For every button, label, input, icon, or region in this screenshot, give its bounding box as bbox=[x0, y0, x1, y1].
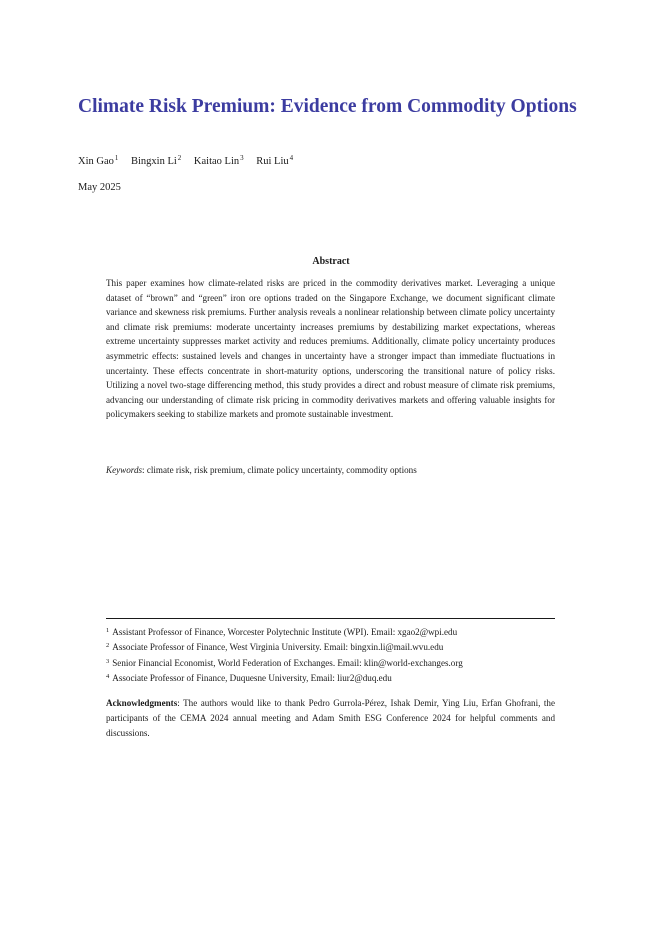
footnote-mark: 3 bbox=[106, 657, 110, 665]
footnote-text: Associate Professor of Finance, Duquesne University, Email: liur2@duq.edu bbox=[112, 672, 392, 683]
publication-date: May 2025 bbox=[78, 182, 121, 193]
footnote-text: Associate Professor of Finance, West Virginia University. Email: bingxin.li@mail.wvu.edu bbox=[112, 642, 444, 653]
author bbox=[256, 154, 293, 167]
footnote-mark: 4 bbox=[106, 672, 110, 680]
footnote bbox=[106, 670, 555, 685]
author-name: Kaitao Lin bbox=[193, 156, 240, 167]
author bbox=[131, 154, 181, 167]
keywords bbox=[106, 465, 555, 475]
paper-title: Climate Risk Premium: Evidence from Commodity Options bbox=[78, 96, 577, 117]
abstract-heading: Abstract bbox=[312, 256, 350, 267]
keywords-label: Keywords bbox=[106, 465, 143, 475]
footnote-mark: 2 bbox=[106, 642, 110, 650]
author bbox=[194, 154, 244, 167]
footnote-text: Senior Financial Economist, World Federation of Exchanges. Email: klin@world-exchanges.org bbox=[112, 657, 463, 668]
author-list bbox=[78, 154, 303, 167]
author-name: Bingxin Li bbox=[131, 156, 177, 167]
author-affiliation-mark: 4 bbox=[289, 154, 294, 162]
acknowledgments-text: : The authors would like to thank Pedro Gurrola-Pérez, Ishak Demir, Ying Liu, Erfan Ghofrani, the participants of the CEMA 2024 annual meeting and Adam Smith ESG Conference 2024 for helpful comments and discussions. bbox=[106, 698, 555, 739]
author-name: Rui Liu bbox=[256, 156, 289, 167]
acknowledgments bbox=[106, 696, 555, 742]
author-affiliation-mark: 1 bbox=[114, 154, 119, 162]
footnote bbox=[106, 639, 555, 654]
footnote-divider bbox=[106, 618, 555, 619]
acknowledgments-label: Acknowledgments bbox=[106, 698, 178, 708]
keywords-text: : climate risk, risk premium, climate policy uncertainty, commodity options bbox=[142, 465, 417, 475]
footnote-mark: 1 bbox=[106, 627, 110, 634]
abstract-text: This paper examines how climate-related risks are priced in the commodity derivatives market. Leveraging a unique dataset of “brown” and “green” iron ore options traded on the Singapore Exchange, we document significant climate variance and skewness risk premiums. Further analysis reveals a nonlinear relationship between climate policy uncertainty and climate risk premiums: moderate uncertainty increases premiums by destabilizing market expectations, whereas extreme uncertainty suppresses market activity and reduces premiums. Additionally, climate policy uncertainty produces asymmetric effects: sustained levels and changes in uncertainty have a stronger impact than immediate fluctuations in uncertainty. These effects concentrate in short-maturity options, underscoring the transitional nature of policy risks. Utilizing a novel two-stage differencing method, this study provides a direct and robust measure of climate risk premiums, advancing our understanding of climate risk pricing in commodity derivatives markets and offering valuable insights for policymakers seeking to stabilize markets and promote sustainable investment. bbox=[106, 278, 555, 420]
author-affiliation-mark: 2 bbox=[177, 154, 182, 162]
footnote bbox=[106, 655, 555, 670]
author-affiliation-mark: 3 bbox=[240, 154, 244, 162]
footnote bbox=[106, 624, 555, 639]
author bbox=[78, 154, 118, 167]
author-name: Xin Gao bbox=[78, 156, 114, 167]
footnote-list bbox=[106, 624, 555, 685]
footnote-text: Assistant Professor of Finance, Worcester Polytechnic Institute (WPI). Email: xgao2@wpi.edu bbox=[112, 627, 458, 637]
